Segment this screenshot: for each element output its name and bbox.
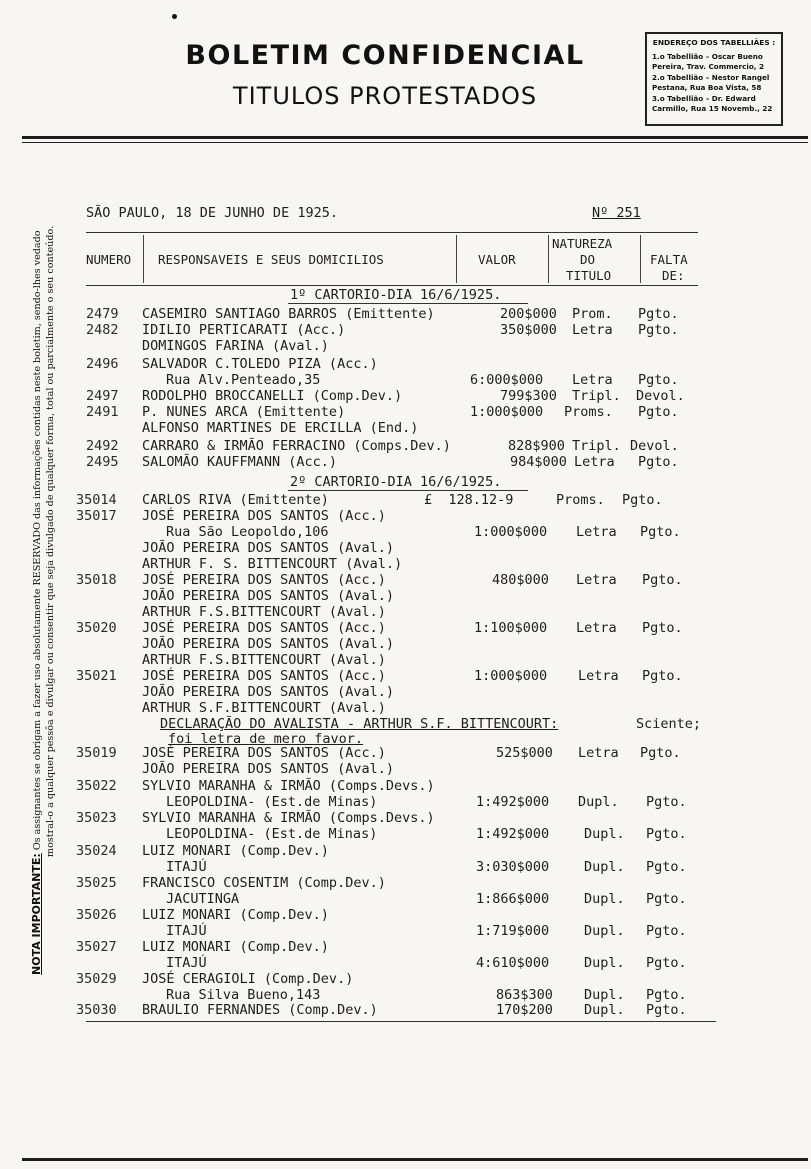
row-address: Rua São Leopoldo,106 (166, 524, 329, 540)
row-responsible: SALOMÃO KAUFFMANN (Acc.) (142, 454, 338, 470)
row-value: 525$000 (496, 745, 553, 761)
bulletin-number: Nº 251 (592, 205, 641, 221)
row-responsible: CARRARO & IRMÃO FERRACINO (Comps.Dev.) (142, 438, 451, 454)
row-reason: Pgto. (646, 794, 687, 810)
row-responsible: CARLOS RIVA (Emittente) (142, 492, 329, 508)
address-box-title: ENDEREÇO DOS TABELLIÃES : (652, 38, 776, 47)
row-responsible: JOÃO PEREIRA DOS SANTOS (Aval.) (142, 761, 394, 777)
row-reason: Pgto. (638, 322, 679, 338)
row-responsible: JOSÉ PEREIRA DOS SANTOS (Acc.) (142, 620, 386, 636)
row-responsible: SYLVIO MARANHA & IRMÃO (Comps.Devs.) (142, 810, 435, 826)
place-date: SÃO PAULO, 18 DE JUNHO DE 1925. (86, 205, 338, 221)
bulletin-title: BOLETIM CONFIDENCIAL (185, 40, 585, 71)
row-address: JACUTINGA (166, 891, 240, 907)
row-number: 2491 (86, 404, 119, 420)
row-number: 35021 (76, 668, 117, 684)
row-number: 35024 (76, 843, 117, 859)
section-rule (288, 490, 528, 491)
row-reason: Pgto. (646, 1002, 687, 1018)
row-responsible: ARTHUR F.S.BITTENCOURT (Aval.) (142, 652, 386, 668)
row-value: 799$300 (500, 388, 557, 404)
row-number: 2496 (86, 356, 119, 372)
row-nature: Letra (576, 572, 617, 588)
row-responsible: ARTHUR F. S. BITTENCOURT (Aval.) (142, 556, 403, 572)
row-value: 4:610$000 (476, 955, 550, 971)
col-header-falta: DE: (662, 268, 685, 283)
row-value: 170$200 (496, 1002, 553, 1018)
row-nature: Proms. (556, 492, 605, 508)
row-number: 35020 (76, 620, 117, 636)
row-value: £ 128.12-9 (424, 492, 514, 508)
row-reason: Pgto. (646, 955, 687, 971)
guarantor-declaration: DECLARAÇÃO DO AVALISTA - ARTHUR S.F. BITTENCOURT: (160, 716, 559, 732)
address-line: 1.o Tabellião – Oscar Bueno (652, 51, 763, 61)
row-nature: Tripl. (572, 438, 621, 454)
row-number: 35026 (76, 907, 117, 923)
row-address: Rua Silva Bueno,143 (166, 987, 321, 1003)
note-line-2: mostral-o a qualquer pessôa e divulgar ou consentir que seja divulgado de qualquer forma, total ou parcialmente o seu conteúdo. (45, 225, 56, 857)
row-number: 35018 (76, 572, 117, 588)
row-nature: Dupl. (584, 859, 625, 875)
row-reason: Pgto. (646, 923, 687, 939)
row-number: 35017 (76, 508, 117, 524)
row-nature: Dupl. (584, 826, 625, 842)
guarantor-declaration-tail: Sciente; (636, 716, 702, 732)
row-responsible: BRAULIO FERNANDES (Comp.Dev.) (142, 1002, 378, 1018)
row-responsible: RODOLPHO BROCCANELLI (Comp.Dev.) (142, 388, 403, 404)
row-value: 1:719$000 (476, 923, 550, 939)
row-number: 35022 (76, 778, 117, 794)
bulletin-subtitle: TITULOS PROTESTADOS (232, 82, 538, 110)
row-number: 2479 (86, 306, 119, 322)
row-responsible: JOSÉ PEREIRA DOS SANTOS (Acc.) (142, 745, 386, 761)
col-divider (640, 235, 641, 283)
row-responsible: JOSÉ PEREIRA DOS SANTOS (Acc.) (142, 572, 386, 588)
col-divider (456, 235, 457, 283)
row-reason: Pgto. (638, 306, 679, 322)
row-value: 1:100$000 (474, 620, 548, 636)
row-number: 35023 (76, 810, 117, 826)
row-address: ITAJÚ (166, 923, 207, 939)
row-nature: Dupl. (584, 987, 625, 1003)
row-reason: Pgto. (638, 404, 679, 420)
address-line: Pestana, Rua Boa Vista, 58 (652, 83, 762, 92)
col-divider (548, 235, 549, 283)
note-label: NOTA IMPORTANTE: (30, 853, 43, 975)
row-value: 863$300 (496, 987, 553, 1003)
row-nature: Dupl. (584, 955, 625, 971)
row-responsible: JOSÉ PEREIRA DOS SANTOS (Acc.) (142, 508, 386, 524)
row-value: 6:000$000 (470, 372, 544, 388)
row-reason: Pgto. (638, 454, 679, 470)
row-number: 2495 (86, 454, 119, 470)
row-responsible: P. NUNES ARCA (Emittente) (142, 404, 346, 420)
row-nature: Proms. (564, 404, 613, 420)
note-line-1: Os assignantes se obrigam a fazer uso absolutamente RESERVADO das informações contidas neste boletim, sendo-lhes vedado (32, 230, 43, 851)
row-value: 1:000$000 (470, 404, 544, 420)
col-header-natureza: NATUREZA (552, 236, 613, 251)
row-number: 35025 (76, 875, 117, 891)
header-top-rule (86, 232, 698, 233)
row-number: 2482 (86, 322, 119, 338)
row-address: Rua Alv.Penteado,35 (166, 372, 321, 388)
col-divider (143, 235, 144, 283)
row-address: ITAJÚ (166, 859, 207, 875)
col-header-responsaveis: RESPONSAVEIS E SEUS DOMICILIOS (158, 252, 384, 267)
notaries-address-box (645, 32, 783, 126)
section-rule (288, 303, 528, 304)
row-address: LEOPOLDINA- (Est.de Minas) (166, 826, 378, 842)
row-reason: Pgto. (642, 620, 683, 636)
row-reason: Devol. (630, 438, 679, 454)
row-nature: Dupl. (578, 794, 619, 810)
row-nature: Letra (578, 668, 619, 684)
row-value: 828$900 (508, 438, 565, 454)
section-heading: 2º CARTORIO-DIA 16/6/1925. (290, 474, 502, 490)
row-responsible: JOSÉ CERAGIOLI (Comp.Dev.) (142, 971, 354, 987)
row-value: 3:030$000 (476, 859, 550, 875)
ink-dot (172, 14, 177, 19)
row-reason: Devol. (636, 388, 685, 404)
row-value: 1:866$000 (476, 891, 550, 907)
row-nature: Dupl. (584, 923, 625, 939)
row-responsible: JOÃO PEREIRA DOS SANTOS (Aval.) (142, 540, 394, 556)
section-heading: 1º CARTORIO-DIA 16/6/1925. (290, 287, 502, 303)
row-nature: Tripl. (572, 388, 621, 404)
row-nature: Dupl. (584, 891, 625, 907)
row-nature: Dupl. (584, 1002, 625, 1018)
address-line: 2.o Tabellião – Nestor Rangel (652, 72, 770, 82)
row-responsible: ALFONSO MARTINES DE ERCILLA (End.) (142, 420, 419, 436)
address-line: Pereira, Trav. Commercio, 2 (652, 62, 764, 71)
row-number: 2492 (86, 438, 119, 454)
row-reason: Pgto. (646, 859, 687, 875)
row-nature: Letra (574, 454, 615, 470)
footer-rule (22, 1158, 808, 1161)
table-end-rule (86, 1021, 716, 1022)
row-number: 2497 (86, 388, 119, 404)
row-address: ITAJÚ (166, 955, 207, 971)
row-nature: Letra (578, 745, 619, 761)
row-reason: Pgto. (640, 524, 681, 540)
address-line: Carmillo, Rua 15 Novemb., 22 (652, 104, 773, 113)
col-header-natureza: TITULO (566, 268, 612, 283)
col-header-valor: VALOR (478, 252, 516, 267)
address-line: 3.o Tabellião – Dr. Edward (652, 93, 756, 103)
row-address: LEOPOLDINA- (Est.de Minas) (166, 794, 378, 810)
row-responsible: FRANCISCO COSENTIM (Comp.Dev.) (142, 875, 386, 891)
row-responsible: CASEMIRO SANTIAGO BARROS (Emittente) (142, 306, 435, 322)
row-number: 35014 (76, 492, 117, 508)
row-value: 480$000 (492, 572, 549, 588)
row-nature: Prom. (572, 306, 613, 322)
row-value: 1:492$000 (476, 794, 550, 810)
row-reason: Pgto. (646, 891, 687, 907)
row-value: 1:000$000 (474, 668, 548, 684)
header-rule-thin (22, 142, 808, 143)
row-responsible: JOÃO PEREIRA DOS SANTOS (Aval.) (142, 636, 394, 652)
row-nature: Letra (572, 322, 613, 338)
row-responsible: DOMINGOS FARINA (Aval.) (142, 338, 329, 354)
row-reason: Pgto. (622, 492, 663, 508)
row-responsible: JOÃO PEREIRA DOS SANTOS (Aval.) (142, 684, 394, 700)
row-responsible: JOSÉ PEREIRA DOS SANTOS (Acc.) (142, 668, 386, 684)
row-number: 35029 (76, 971, 117, 987)
guarantor-declaration-line2: foi letra de mero favor. (168, 731, 364, 747)
row-value: 200$000 (500, 306, 557, 322)
row-nature: Letra (576, 620, 617, 636)
row-responsible: SALVADOR C.TOLEDO PIZA (Acc.) (142, 356, 378, 372)
row-responsible: IDILIO PERTICARATI (Acc.) (142, 322, 346, 338)
row-reason: Pgto. (638, 372, 679, 388)
header-bottom-rule (86, 285, 698, 286)
confidentiality-note (30, 195, 57, 975)
row-value: 1:492$000 (476, 826, 550, 842)
col-header-falta: FALTA (650, 252, 688, 267)
row-responsible: LUIZ MONARI (Comp.Dev.) (142, 843, 329, 859)
row-responsible: LUIZ MONARI (Comp.Dev.) (142, 939, 329, 955)
row-value: 350$000 (500, 322, 557, 338)
row-responsible: LUIZ MONARI (Comp.Dev.) (142, 907, 329, 923)
row-value: 984$000 (510, 454, 567, 470)
row-number: 35027 (76, 939, 117, 955)
row-number: 35030 (76, 1002, 117, 1018)
row-responsible: JOÃO PEREIRA DOS SANTOS (Aval.) (142, 588, 394, 604)
row-responsible: SYLVIO MARANHA & IRMÃO (Comps.Devs.) (142, 778, 435, 794)
col-header-numero: NUMERO (86, 252, 132, 267)
row-nature: Letra (576, 524, 617, 540)
row-nature: Letra (572, 372, 613, 388)
row-responsible: ARTHUR F.S.BITTENCOURT (Aval.) (142, 604, 386, 620)
row-reason: Pgto. (646, 826, 687, 842)
row-reason: Pgto. (646, 987, 687, 1003)
header-rule-thick (22, 136, 808, 139)
row-reason: Pgto. (642, 572, 683, 588)
row-value: 1:000$000 (474, 524, 548, 540)
row-reason: Pgto. (640, 745, 681, 761)
col-header-natureza: DO (580, 252, 596, 267)
row-responsible: ARTHUR S.F.BITTENCOURT (Aval.) (142, 700, 386, 716)
row-number: 35019 (76, 745, 117, 761)
row-reason: Pgto. (642, 668, 683, 684)
